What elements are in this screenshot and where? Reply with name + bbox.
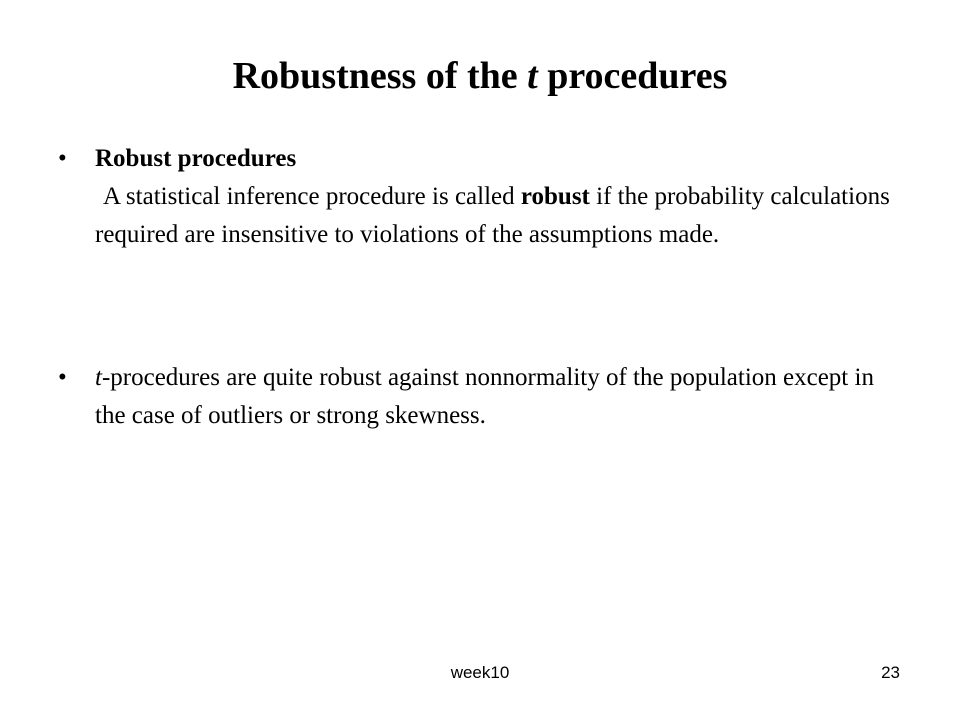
footer-label: week10	[450, 663, 510, 682]
slide-title-prefix: Robustness of the	[232, 55, 528, 97]
slide-title-italic: t	[527, 55, 538, 97]
bullet-body	[95, 140, 907, 254]
bullet-body	[95, 359, 907, 435]
bullet-paragraph	[95, 178, 907, 254]
paragraph-text-before: A statistical inference procedure is called	[103, 183, 521, 210]
bullet-heading: Robust procedures	[95, 145, 297, 172]
bullet-italic-lead: t	[95, 364, 102, 391]
slide-title	[0, 48, 960, 104]
slide-title-suffix: procedures	[537, 55, 728, 97]
bullet-marker: •	[58, 145, 67, 172]
paragraph-text-after: if the probability calculations required are insensitive to violations of the assumptions made.	[95, 183, 890, 248]
paragraph-bold-term: robust	[520, 183, 590, 210]
page-number: 23	[881, 663, 900, 682]
bullet-marker: •	[58, 364, 67, 391]
bullet-text: -procedures are quite robust against nonnormality of the population except in the case of outliers or strong skewness.	[95, 364, 874, 429]
